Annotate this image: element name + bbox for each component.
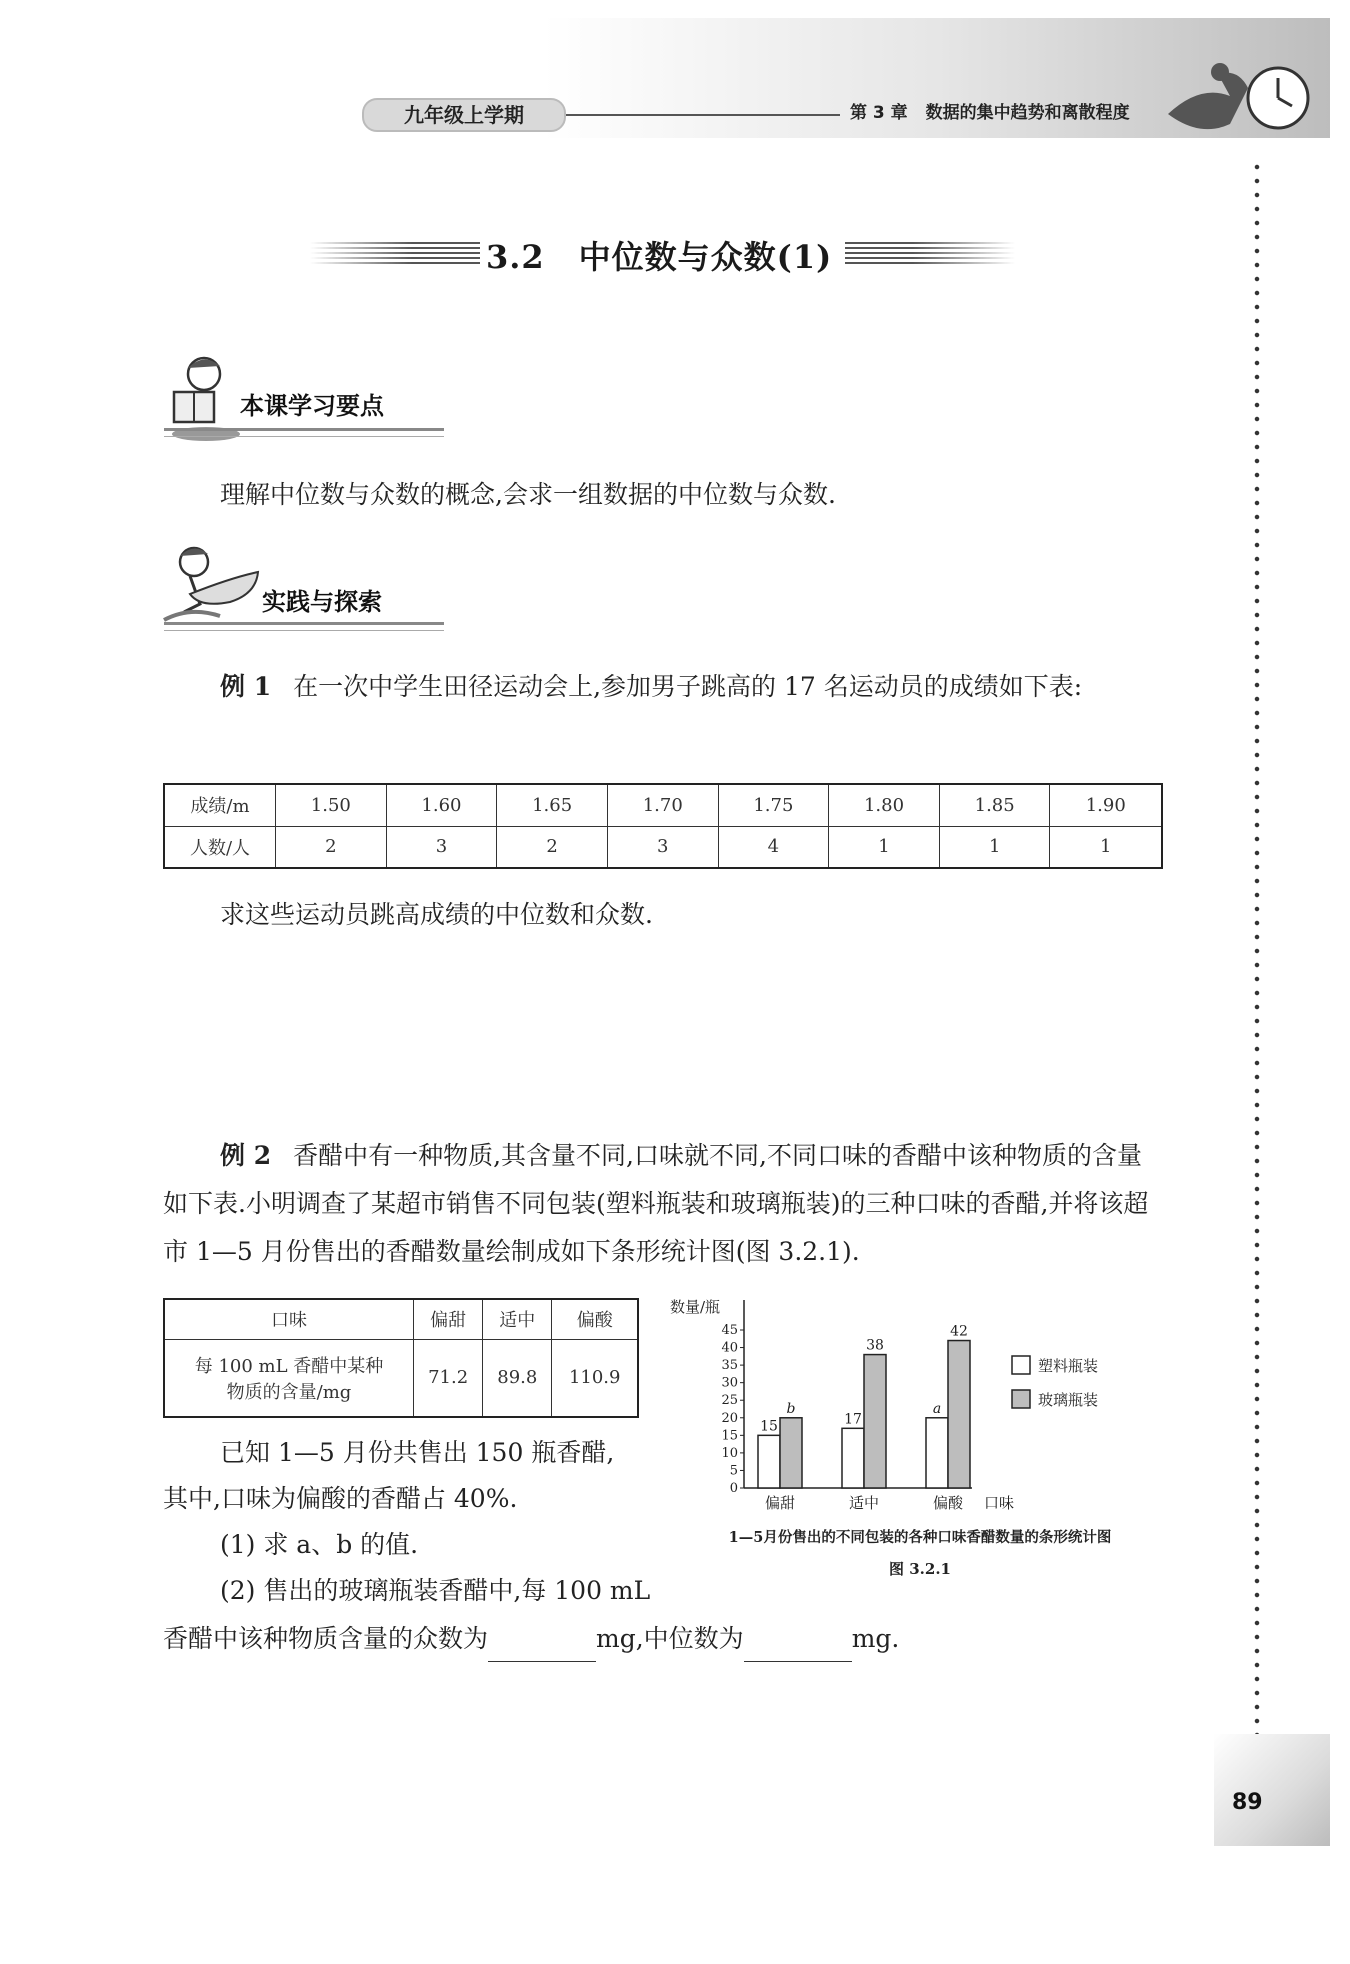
figure-caption: 图 3.2.1 [889,1560,951,1578]
section-name: 中位数与众数(1) [578,238,833,276]
table-cell: 1.90 [1050,784,1162,826]
q2-text-a: 香醋中该种物质含量的众数为 [163,1624,489,1653]
table-cell: 人数/人 [164,826,276,868]
legend-label: 塑料瓶装 [1038,1357,1099,1375]
example2-label: 例 2 [220,1141,272,1170]
table-cell: 口味 [164,1299,414,1339]
badge-learning-points: 本课学习要点 [240,392,384,420]
data-label: a [932,1400,942,1417]
table-cell: 成绩/m [164,784,276,826]
table-cell: 4 [718,826,829,868]
y-tick-label: 40 [721,1340,738,1356]
surfing-kid-icon [160,542,262,634]
table-cell: 89.8 [483,1339,552,1417]
answer-blank-median[interactable] [744,1631,852,1662]
chart-title: 1—5月份售出的不同包装的各种口味香醋数量的条形统计图 [728,1529,1112,1546]
bar-glass [948,1341,970,1488]
section-number: 3.2 [486,238,545,276]
table-cell: 1 [1050,826,1162,868]
question-2-line-2 [163,1616,1163,1662]
y-tick-label: 10 [721,1445,738,1461]
data-label: 38 [866,1337,884,1354]
badge-underline [164,428,444,431]
y-tick-label: 35 [721,1358,738,1374]
chapter-heading [850,98,1148,128]
data-label: 42 [950,1323,968,1340]
table-cell: 71.2 [414,1339,483,1417]
high-jump-table [163,783,1163,869]
answer-blank-mode[interactable] [488,1631,596,1662]
q2-text-b: mg,中位数为 [596,1624,744,1653]
y-tick-label: 0 [729,1481,738,1496]
y-tick-label: 5 [729,1463,738,1479]
x-tick-label: 偏甜 [764,1494,796,1512]
question-1: (1) 求 a、b 的值. [220,1530,419,1559]
legend-swatch [1012,1356,1030,1374]
bar-glass [780,1418,802,1488]
example1-question: 求这些运动员跳高成绩的中位数和众数. [220,900,653,929]
y-tick-label: 45 [721,1323,738,1338]
x-axis-label: 口味 [984,1494,1015,1512]
table-row [164,1339,638,1417]
table-cell: 1.50 [276,784,387,826]
table-cell: 1.65 [497,784,608,826]
example1-label: 例 1 [220,672,272,701]
example1-text [163,664,1163,710]
table-row [164,826,1162,868]
table-cell: 1.75 [718,784,829,826]
page-number: 89 [1232,1790,1263,1815]
given-line-1: 已知 1—5 月份共售出 150 瓶香醋, [220,1438,615,1467]
q2-text-c: mg. [851,1624,900,1653]
y-tick-label: 30 [721,1375,738,1391]
badge-underline-thin [164,630,444,631]
y-tick-label: 25 [721,1393,738,1409]
data-label: 15 [760,1418,778,1435]
grade-label: 九年级上学期 [362,98,566,132]
table-cell: 2 [497,826,608,868]
y-tick-label: 20 [721,1410,738,1426]
table-row [164,784,1162,826]
title-stripes-right [845,242,1015,264]
section-title [486,232,832,278]
table-cell: 偏甜 [414,1299,483,1339]
bar-plastic [926,1418,948,1488]
example2-text [163,1132,1163,1276]
legend-label: 玻璃瓶装 [1038,1391,1099,1409]
given-line-2: 其中,口味为偏酸的香醋占 40%. [163,1484,518,1513]
badge-underline [164,622,444,625]
table-row [164,1299,638,1339]
table-cell: 1.80 [829,784,940,826]
header-divider [566,114,840,116]
y-tick-label: 15 [721,1428,738,1444]
table-cell-line: 每 100 mL 香醋中某种 [194,1355,384,1377]
legend-swatch [1012,1390,1030,1408]
example1-body: 在一次中学生田径运动会上,参加男子跳高的 17 名运动员的成绩如下表: [293,672,1083,701]
table-cell: 1.85 [939,784,1050,826]
x-tick-label: 适中 [848,1494,880,1512]
vinegar-content-table [163,1298,639,1418]
badge-practice-explore: 实践与探索 [262,588,382,616]
table-cell: 1.70 [607,784,718,826]
table-cell: 3 [386,826,497,868]
vinegar-bar-chart [670,1292,1170,1582]
table-cell: 3 [607,826,718,868]
learning-objective: 理解中位数与众数的概念,会求一组数据的中位数与众数. [220,480,836,509]
table-cell [164,1339,414,1417]
table-cell: 1 [939,826,1050,868]
table-cell: 1.60 [386,784,497,826]
y-axis-label: 数量/瓶 [670,1298,721,1316]
bar-plastic [842,1428,864,1488]
margin-dotted-line [1254,160,1260,1750]
data-label: 17 [844,1411,862,1428]
badge-underline-thin [164,436,444,437]
x-tick-label: 偏酸 [932,1494,964,1512]
example2-body: 香醋中有一种物质,其含量不同,口味就不同,不同口味的香醋中该种物质的含量如下表.小明调查了某超市销售不同包装(塑料瓶装和玻璃瓶装)的三种口味的香醋,并将该超市 1—5 月份售出的香醋数量绘制成如下条形统计图(图 3.2.1). [163,1141,1149,1266]
table-cell: 偏酸 [552,1299,638,1339]
table-cell: 1 [829,826,940,868]
data-label: b [786,1400,796,1417]
title-stripes-left [310,242,480,264]
table-cell: 110.9 [552,1339,638,1417]
runner-clock-icon [1160,54,1320,144]
question-2-line-1: (2) 售出的玻璃瓶装香醋中,每 100 mL [220,1576,651,1605]
table-cell: 适中 [483,1299,552,1339]
table-cell: 2 [276,826,387,868]
bar-glass [864,1355,886,1488]
chapter-title: 数据的集中趋势和离散程度 [925,103,1130,123]
bar-plastic [758,1435,780,1488]
chapter-number: 第 3 章 [850,103,908,123]
table-cell-line: 物质的含量/mg [226,1381,352,1403]
